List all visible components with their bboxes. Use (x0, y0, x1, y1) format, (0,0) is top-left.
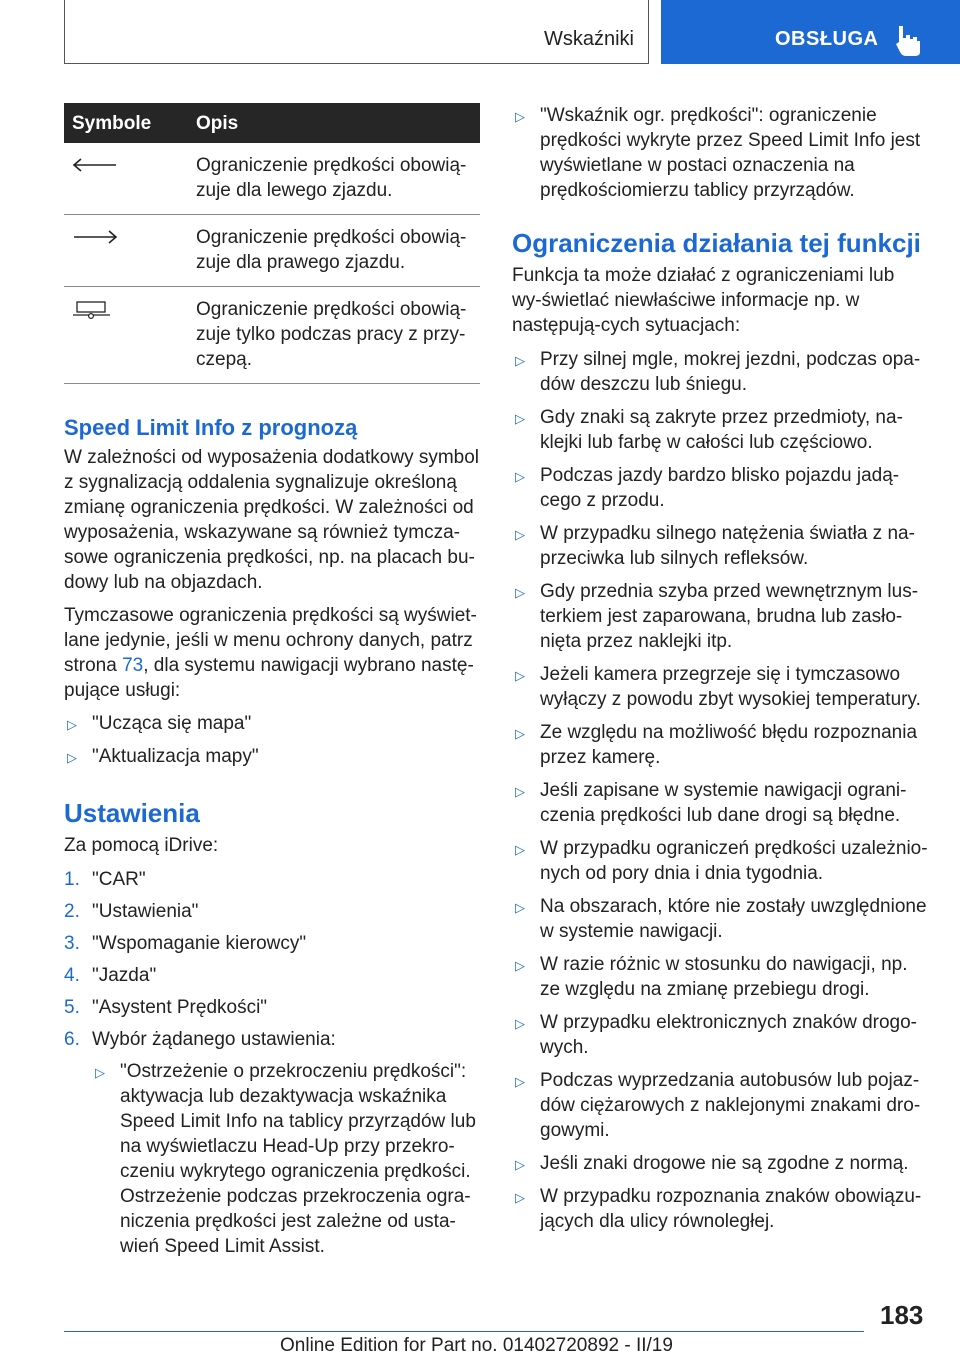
forecast-paragraph-1: W zależności od wyposażenia dodatkowy symbol z sygnalizacją oddalenia sygnalizuje określoną zmianę ograniczenia prędkości. W zależności od wyposażenia, wskazywane są również tymcza-sowe ograniczenia prędkości, np. na placach bu-dowy lub na objazdach. (64, 447, 480, 593)
description-cell: Ograniczenie prędkości obowią-zuje tylko podczas pracy z przy-czepą. (188, 287, 480, 384)
step-number: 6. (64, 1029, 80, 1050)
step-number: 5. (64, 997, 80, 1018)
forecast-heading: Speed Limit Info z prognozą (64, 415, 358, 440)
triangle-bullet-icon: ▷ (515, 527, 525, 542)
table-header-row (64, 103, 480, 143)
list-item (512, 579, 928, 654)
col-header-symbols: Symbole (64, 103, 188, 143)
table-row (64, 287, 480, 384)
list-item (512, 463, 928, 513)
list-item-text: "Ucząca się mapa" (92, 713, 252, 734)
triangle-bullet-icon: ▷ (515, 1190, 525, 1205)
list-item (512, 894, 928, 944)
left-column (64, 103, 480, 1266)
step-text: "Ustawienia" (92, 901, 199, 922)
page-number: 183 (880, 1300, 924, 1330)
list-item-text: W przypadku ograniczeń prędkości uzależnio-nych od pory dnia i dnia tygodnia. (540, 838, 928, 884)
triangle-bullet-icon: ▷ (515, 1157, 525, 1172)
limitations-heading: Ograniczenia działania tej funkcji (512, 228, 921, 258)
settings-intro: Za pomocą iDrive: (64, 835, 219, 856)
list-item-text: Ze względu na możliwość błędu rozpoznania przez kamerę. (540, 722, 918, 768)
right-column (512, 103, 928, 1242)
list-item (512, 347, 928, 397)
step-item (64, 899, 480, 924)
table-row (64, 143, 480, 215)
list-item (92, 1059, 480, 1259)
triangle-bullet-icon: ▷ (515, 109, 525, 124)
triangle-bullet-icon: ▷ (515, 958, 525, 973)
section-title: Wskaźniki (543, 28, 634, 50)
list-item (64, 744, 480, 769)
triangle-bullet-icon: ▷ (515, 842, 525, 857)
list-item (512, 521, 928, 571)
step-item (64, 867, 480, 892)
triangle-bullet-icon: ▷ (515, 900, 525, 915)
step-item (64, 995, 480, 1020)
list-item (64, 711, 480, 736)
symbols-table (64, 103, 480, 384)
limitations-list (512, 347, 928, 1234)
step-item (64, 1027, 480, 1259)
settings-sub-list (92, 1059, 480, 1259)
list-item-text: "Wskaźnik ogr. prędkości": ograniczenie prędkości wykryte przez Speed Limit Info jest wyświetlane w postaci oznaczenia na prędkościomierzu tablicy przyrządów. (540, 105, 921, 201)
triangle-bullet-icon: ▷ (515, 411, 525, 426)
limitations-intro: Funkcja ta może działać z ograniczeniami lub wy-świetlać niewłaściwe informacje np. w następują-cych sytuacjach: (512, 265, 895, 336)
triangle-bullet-icon: ▷ (515, 1016, 525, 1031)
step-text: Wybór żądanego ustawienia: (92, 1029, 336, 1050)
list-item-text: W przypadku rozpoznania znaków obowiązu-jących dla ulicy równoległej. (540, 1186, 922, 1232)
settings-heading: Ustawienia (64, 798, 200, 828)
list-item (512, 1068, 928, 1143)
list-item (512, 836, 928, 886)
step-text: "CAR" (92, 869, 146, 890)
step-number: 1. (64, 869, 80, 890)
triangle-bullet-icon: ▷ (67, 750, 77, 765)
edition-note: Online Edition for Part no. 01402720892 - II/19 (280, 1335, 673, 1356)
step-item (64, 931, 480, 956)
list-item-text: Gdy znaki są zakryte przez przedmioty, na-klejki lub farbę w całości lub częściowo. (540, 407, 903, 453)
list-item (512, 720, 928, 770)
list-item-text: Jeśli znaki drogowe nie są zgodne z normą. (540, 1153, 909, 1174)
step-text: "Jazda" (92, 965, 157, 986)
triangle-bullet-icon: ▷ (515, 353, 525, 368)
chapter-title: OBSŁUGA (775, 28, 879, 50)
header-section-box (64, 0, 649, 64)
triangle-bullet-icon: ▷ (67, 717, 77, 732)
list-item (512, 662, 928, 712)
list-item (512, 952, 928, 1002)
step-item (64, 963, 480, 988)
list-item (512, 1010, 928, 1060)
settings-continued-list (512, 103, 928, 203)
arrow-left-icon (72, 157, 118, 173)
list-item-text: W przypadku silnego natężenia światła z na-przeciwka lub silnych refleksów. (540, 523, 915, 569)
symbol-cell (64, 215, 188, 287)
triangle-bullet-icon: ▷ (515, 469, 525, 484)
step-text: "Wspomaganie kierowcy" (92, 933, 307, 954)
description-cell: Ograniczenie prędkości obowią-zuje dla prawego zjazdu. (188, 215, 480, 287)
list-item-text: Jeżeli kamera przegrzeje się i tymczasowo wyłączy z powodu zbyt wysokiej temperatury. (540, 664, 921, 710)
trailer-icon (72, 299, 112, 321)
triangle-bullet-icon: ▷ (515, 726, 525, 741)
list-item-text: W przypadku elektronicznych znaków drogo-wych. (540, 1012, 918, 1058)
triangle-bullet-icon: ▷ (95, 1065, 105, 1080)
footer-divider (64, 1331, 864, 1332)
triangle-bullet-icon: ▷ (515, 668, 525, 683)
forecast-p2-before: Tymczasowe ograniczenia prędkości są wyświet-lane jedynie, jeśli w menu ochrony danych, patrz strona (64, 605, 477, 676)
list-item-text: Jeśli zapisane w systemie nawigacji ograni-czenia prędkości lub dane drogi są błędne. (540, 780, 907, 826)
list-item (512, 405, 928, 455)
list-item-text: "Aktualizacja mapy" (92, 746, 259, 767)
list-item (512, 1151, 928, 1176)
forecast-paragraph-2 (64, 603, 480, 703)
list-item-text: Na obszarach, które nie zostały uwzględnione w systemie nawigacji. (540, 896, 927, 942)
table-row (64, 215, 480, 287)
triangle-bullet-icon: ▷ (515, 585, 525, 600)
list-item (512, 778, 928, 828)
triangle-bullet-icon: ▷ (515, 1074, 525, 1089)
list-item-text: Podczas jazdy bardzo blisko pojazdu jadą-cego z przodu. (540, 465, 900, 511)
pointing-hand-icon (893, 22, 923, 58)
list-item-text: Podczas wyprzedzania autobusów lub pojaz-dów ciężarowych z naklejonymi znakami dro-gowymi. (540, 1070, 921, 1141)
symbol-cell (64, 287, 188, 384)
step-number: 4. (64, 965, 80, 986)
list-item (512, 103, 928, 203)
services-list (64, 711, 480, 769)
arrow-right-icon (72, 229, 118, 245)
list-item-text: Przy silnej mgle, mokrej jezdni, podczas opa-dów deszczu lub śniegu. (540, 349, 921, 395)
list-item (512, 1184, 928, 1234)
list-item-text: "Ostrzeżenie o przekroczeniu prędkości": aktywacja lub dezaktywacja wskaźnika Speed Limit Info na tablicy przyrządów lub na wyświetlaczu Head-Up przy przekro-czeniu wykrytego ograniczenia prędkości. Ostrzeżenie podczas przekroczenia ogra-niczenia prędkości jest zależne od usta-wień Speed Limit Assist. (120, 1061, 476, 1257)
settings-steps (64, 867, 480, 1259)
list-item-text: Gdy przednia szyba przed wewnętrznym lus-terkiem jest zaparowana, brudna lub zasło-nięta przez naklejki itp. (540, 581, 919, 652)
list-item-text: W razie różnic w stosunku do nawigacji, np. ze względu na zmianę przebiegu drogi. (540, 954, 908, 1000)
step-number: 2. (64, 901, 80, 922)
forecast-p2-after: , dla systemu nawigacji wybrano nastę-pujące usługi: (64, 655, 474, 701)
page-reference-link[interactable]: 73 (122, 655, 144, 676)
col-header-description: Opis (188, 103, 480, 143)
header-chapter-tab[interactable] (661, 0, 960, 64)
symbol-cell (64, 143, 188, 215)
triangle-bullet-icon: ▷ (515, 784, 525, 799)
step-number: 3. (64, 933, 80, 954)
step-text: "Asystent Prędkości" (92, 997, 268, 1018)
description-cell: Ograniczenie prędkości obowią-zuje dla lewego zjazdu. (188, 143, 480, 215)
